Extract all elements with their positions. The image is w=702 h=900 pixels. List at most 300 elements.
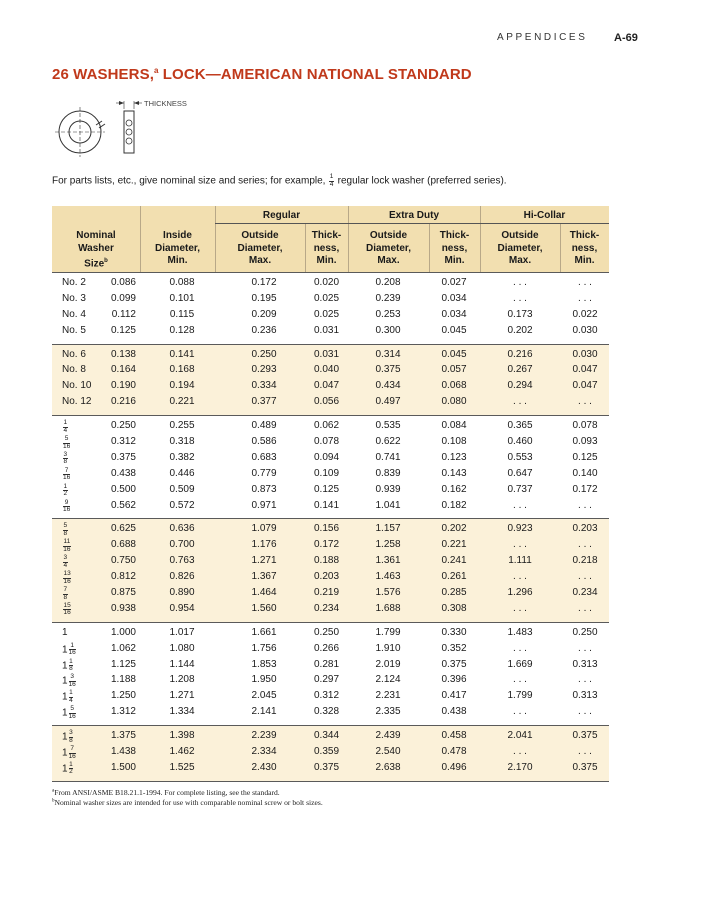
cell-hc-od: 1.111 <box>508 555 532 567</box>
cell-inside: 0.141 <box>169 348 195 360</box>
cell-hc-od: . . . <box>513 706 527 718</box>
size-fraction: $\frac{11}{16}$ <box>63 538 71 553</box>
cell-reg-t: 0.297 <box>313 674 340 686</box>
cell-reg-t: 0.078 <box>313 436 340 448</box>
cell-inside: 1.080 <box>169 642 195 654</box>
cell-ex-od: 0.434 <box>375 380 401 392</box>
cell-ex-t: 0.241 <box>441 555 467 567</box>
cell-ex-od: 0.939 <box>375 483 401 495</box>
cell-reg-t: 0.141 <box>313 499 340 511</box>
nominal-size <box>62 500 106 514</box>
table-row <box>52 705 609 721</box>
cell-ex-od: 1.463 <box>375 571 401 583</box>
cell-reg-t: 0.172 <box>313 539 340 551</box>
caption-fraction: $\frac{1}{4}$ <box>329 173 334 188</box>
cell-hc-t: 0.203 <box>572 523 598 535</box>
cell-hc-od: 0.173 <box>507 308 533 320</box>
cell-hc-t: 0.250 <box>572 626 598 638</box>
cell-ex-od: 0.300 <box>375 324 401 336</box>
cell-ex-od: 2.540 <box>375 746 401 758</box>
table-row <box>52 761 609 777</box>
cell-ex-od: 1.576 <box>375 587 401 599</box>
cell-ex-od: 1.041 <box>375 499 401 511</box>
cell-inside: 0.221 <box>169 396 195 408</box>
cell-ex-od: 0.741 <box>375 451 401 463</box>
cell-hc-od: 0.923 <box>507 523 533 535</box>
cell-ex-t: 0.478 <box>441 746 467 758</box>
size-fraction: $\frac{7}{16}$ <box>68 745 76 760</box>
cell-hc-t: . . . <box>578 499 592 511</box>
cell-hc-od: 0.553 <box>507 451 533 463</box>
size-fraction: $\frac{3}{16}$ <box>68 673 76 688</box>
cell-hc-t: 0.022 <box>572 308 598 320</box>
nominal-size: No. 8 <box>62 364 86 376</box>
cell-ex-t: 0.080 <box>441 396 467 408</box>
nominal-size: No. 3 <box>62 292 86 304</box>
nominal-decimal: 0.938 <box>110 602 136 614</box>
cell-ex-t: 0.182 <box>441 499 467 511</box>
cell-hc-od: . . . <box>513 499 527 511</box>
cell-ex-od: 1.910 <box>375 642 401 654</box>
cell-reg-t: 0.031 <box>313 348 340 360</box>
cell-reg-od: 1.079 <box>251 523 277 535</box>
cell-hc-t: . . . <box>578 642 592 654</box>
nominal-decimal: 0.625 <box>110 523 136 535</box>
cell-reg-t: 0.250 <box>313 626 340 638</box>
row-group <box>52 725 609 781</box>
footnote: $^a$From ANSI/ASME B18.21.1-1994. For complete listing, see the standard. <box>52 787 280 797</box>
cell-ex-t: 0.045 <box>441 324 467 336</box>
cell-reg-od: 1.853 <box>251 658 277 670</box>
cell-reg-t: 0.156 <box>313 523 340 535</box>
cell-hc-od: 2.170 <box>507 761 533 773</box>
nominal-size: 1 $\frac{3}{16}$ <box>62 673 76 688</box>
cell-inside: 0.128 <box>169 324 195 336</box>
cell-hc-od: 2.041 <box>507 730 533 742</box>
col-inside-diameter: Inside Diameter, Min. <box>154 230 201 266</box>
cell-reg-od: 2.334 <box>251 746 277 758</box>
cell-reg-od: 0.779 <box>251 467 277 479</box>
cell-hc-od: 0.267 <box>507 364 533 376</box>
cell-hc-t: 0.125 <box>572 451 598 463</box>
cell-ex-t: 0.027 <box>441 277 467 288</box>
cell-reg-od: 1.367 <box>251 571 277 583</box>
size-fraction: $\frac{5}{16}$ <box>63 435 71 450</box>
page-header <box>0 32 702 46</box>
cell-hc-t: 0.313 <box>572 690 598 702</box>
cell-ex-t: 0.057 <box>441 364 467 376</box>
size-fraction: $\frac{1}{2}$ <box>63 482 68 498</box>
nominal-size: 1 <box>62 626 68 638</box>
nominal-decimal: 1.500 <box>110 761 136 773</box>
table-row <box>52 522 609 538</box>
cell-hc-od: . . . <box>513 602 527 614</box>
cell-hc-t: . . . <box>578 396 592 408</box>
cell-reg-t: 0.125 <box>313 483 340 495</box>
cell-hc-od: 0.737 <box>507 483 533 495</box>
table-row <box>52 642 609 658</box>
nominal-size <box>62 555 106 569</box>
cell-ex-od: 0.535 <box>375 420 401 432</box>
size-fraction: $\frac{3}{8}$ <box>69 729 73 744</box>
cell-inside: 0.954 <box>169 602 195 614</box>
cell-hc-t: . . . <box>578 277 592 288</box>
cell-ex-t: 0.375 <box>441 658 467 670</box>
cell-inside: 0.115 <box>169 308 195 320</box>
thickness-label: THICKNESS <box>144 99 187 108</box>
cell-reg-od: 0.377 <box>251 396 277 408</box>
cell-reg-od: 2.141 <box>251 706 277 718</box>
nominal-size: 1 $\frac{1}{4}$ <box>62 689 73 704</box>
cell-reg-t: 0.047 <box>313 380 340 392</box>
cell-ex-od: 0.239 <box>375 292 401 304</box>
cell-hc-od: . . . <box>513 396 527 408</box>
nominal-decimal: 0.250 <box>110 420 136 432</box>
cell-reg-od: 0.293 <box>251 364 277 376</box>
table-row <box>52 689 609 705</box>
table-body <box>52 272 609 781</box>
nominal-decimal: 1.125 <box>110 658 136 670</box>
cell-ex-od: 1.799 <box>375 626 401 638</box>
cell-hc-t: 0.140 <box>572 467 598 479</box>
nominal-size: 1 $\frac{3}{8}$ <box>62 729 73 744</box>
nominal-size <box>62 436 106 450</box>
cell-reg-t: 0.328 <box>313 706 340 718</box>
cell-inside: 0.088 <box>169 277 195 288</box>
size-fraction: $\frac{15}{16}$ <box>63 601 71 617</box>
cell-hc-t: . . . <box>578 602 592 614</box>
cell-reg-od: 0.334 <box>251 380 277 392</box>
cell-ex-t: 0.034 <box>441 308 467 320</box>
cell-reg-t: 0.312 <box>313 690 340 702</box>
cell-reg-od: 0.195 <box>251 292 277 304</box>
size-fraction: $\frac{1}{4}$ <box>63 419 68 434</box>
nominal-size: No. 12 <box>62 396 92 408</box>
cell-hc-t: 0.313 <box>572 658 598 670</box>
cell-reg-od: 0.172 <box>251 277 277 288</box>
table-row <box>52 673 609 689</box>
cell-ex-od: 0.253 <box>375 308 401 320</box>
cell-ex-t: 0.123 <box>441 451 467 463</box>
table-header <box>52 206 609 272</box>
table-row <box>52 554 609 570</box>
cell-reg-t: 0.375 <box>313 761 340 773</box>
cell-ex-t: 0.330 <box>441 626 467 638</box>
cell-reg-t: 0.062 <box>313 420 340 432</box>
col-extra-thickness: Thick- ness, Min. <box>439 230 470 266</box>
nominal-size: No. 6 <box>62 348 86 360</box>
washer-table <box>52 206 609 782</box>
nominal-decimal: 0.112 <box>111 308 136 320</box>
cell-inside: 0.763 <box>169 555 195 567</box>
cell-hc-od: 0.365 <box>507 420 533 432</box>
size-fraction: $\frac{7}{8}$ <box>63 586 68 601</box>
cell-ex-od: 0.622 <box>375 436 401 448</box>
nominal-decimal: 0.438 <box>110 467 136 479</box>
row-group <box>52 518 609 621</box>
cell-hc-t: . . . <box>578 674 592 686</box>
nominal-decimal: 0.312 <box>110 436 136 448</box>
row-group <box>52 415 609 518</box>
cell-inside: 0.382 <box>169 451 195 463</box>
cell-inside: 0.890 <box>169 587 195 599</box>
table-row <box>52 292 609 308</box>
nominal-size <box>62 523 106 537</box>
cell-hc-t: . . . <box>578 706 592 718</box>
nominal-decimal: 0.099 <box>110 292 136 304</box>
cell-inside: 0.636 <box>169 523 195 535</box>
nominal-size <box>62 420 106 434</box>
cell-inside: 1.271 <box>169 690 195 702</box>
nominal-decimal: 1.375 <box>110 730 136 742</box>
cell-inside: 0.446 <box>169 467 195 479</box>
cell-hc-t: . . . <box>578 571 592 583</box>
cell-reg-t: 0.234 <box>313 602 340 614</box>
table-row <box>52 483 609 499</box>
cell-reg-t: 0.219 <box>313 587 340 599</box>
table-row <box>52 586 609 602</box>
cell-ex-t: 0.202 <box>441 523 467 535</box>
col-extra-od: Outside Diameter, Max. <box>365 230 412 266</box>
cell-reg-od: 0.683 <box>251 451 277 463</box>
cell-ex-od: 0.497 <box>375 396 401 408</box>
running-head: APPENDICES <box>497 32 588 43</box>
nominal-size: 1 $\frac{1}{16}$ <box>62 641 76 657</box>
cell-reg-od: 1.271 <box>251 555 277 567</box>
nominal-size: No. 4 <box>62 308 86 320</box>
cell-reg-od: 1.560 <box>251 602 277 614</box>
cell-hc-od: . . . <box>513 674 527 686</box>
cell-reg-t: 0.359 <box>313 746 340 758</box>
cell-ex-od: 2.124 <box>375 674 401 686</box>
table-row <box>52 324 609 340</box>
cell-ex-od: 1.157 <box>375 523 401 535</box>
group-regular: Regular <box>262 210 301 221</box>
cell-inside: 0.194 <box>169 380 195 392</box>
cell-hc-od: 1.799 <box>507 690 533 702</box>
cell-hc-od: 0.460 <box>507 436 533 448</box>
table-row <box>52 363 609 379</box>
nominal-decimal: 1.250 <box>110 690 136 702</box>
footnote-mark-a: a <box>153 66 159 75</box>
cell-reg-od: 0.586 <box>251 436 277 448</box>
cell-ex-t: 0.285 <box>441 587 467 599</box>
cell-reg-t: 0.020 <box>313 277 340 288</box>
row-group <box>52 272 609 344</box>
cell-reg-t: 0.040 <box>313 364 340 376</box>
nominal-size: No. 5 <box>62 324 86 336</box>
nominal-size <box>62 468 106 482</box>
cell-reg-t: 0.094 <box>313 451 340 463</box>
cell-hc-od: 1.669 <box>507 658 533 670</box>
cell-hc-t: 0.030 <box>572 324 598 336</box>
cell-hc-t: 0.030 <box>572 348 598 360</box>
nominal-decimal: 0.216 <box>110 396 136 408</box>
cell-ex-t: 0.417 <box>441 690 467 702</box>
size-fraction: $\frac{7}{16}$ <box>63 466 71 482</box>
cell-reg-od: 0.873 <box>251 483 277 495</box>
cell-ex-od: 0.375 <box>375 364 401 376</box>
table-row <box>52 658 609 674</box>
cell-ex-t: 0.352 <box>441 642 467 654</box>
cell-reg-t: 0.281 <box>313 658 340 670</box>
nominal-decimal: 1.000 <box>110 626 136 638</box>
cell-reg-t: 0.025 <box>313 308 340 320</box>
cell-hc-od: 1.296 <box>507 587 533 599</box>
cell-ex-t: 0.458 <box>441 730 467 742</box>
col-hicollar-od: Outside Diameter, Max. <box>497 230 543 266</box>
nominal-decimal: 0.164 <box>110 364 136 376</box>
cell-reg-od: 0.209 <box>251 308 277 320</box>
cell-reg-t: 0.266 <box>313 642 340 654</box>
cell-reg-od: 1.661 <box>251 626 277 638</box>
cell-ex-od: 0.839 <box>375 467 401 479</box>
row-group <box>52 344 609 416</box>
cell-inside: 0.700 <box>169 539 195 551</box>
cell-hc-t: 0.047 <box>572 364 598 376</box>
nominal-size: No. 2 <box>62 277 86 288</box>
cell-inside: 1.525 <box>169 761 195 773</box>
nominal-decimal: 0.086 <box>110 277 136 288</box>
cell-hc-t: 0.047 <box>572 380 598 392</box>
cell-inside: 0.509 <box>169 483 195 495</box>
cell-hc-t: . . . <box>578 539 592 551</box>
cell-reg-t: 0.109 <box>313 467 340 479</box>
nominal-size: 1 $\frac{5}{16}$ <box>62 705 76 720</box>
cell-hc-od: 0.202 <box>507 324 533 336</box>
nominal-decimal: 1.438 <box>110 746 136 758</box>
page-number: A-69 <box>614 32 638 44</box>
table-row <box>52 276 609 292</box>
group-extra-duty: Extra Duty <box>388 210 439 221</box>
cell-inside: 0.826 <box>169 571 195 583</box>
cell-inside: 1.208 <box>169 674 195 686</box>
cell-ex-t: 0.084 <box>441 420 467 432</box>
cell-hc-t: 0.218 <box>572 555 598 567</box>
cell-ex-od: 1.688 <box>375 602 401 614</box>
cell-reg-od: 2.239 <box>251 730 277 742</box>
table-row <box>52 467 609 483</box>
nominal-decimal: 0.812 <box>110 571 136 583</box>
nominal-size <box>62 539 106 553</box>
nominal-decimal: 0.500 <box>110 483 136 495</box>
nominal-decimal: 0.750 <box>110 555 136 567</box>
col-regular-od: Outside Diameter, Max. <box>237 230 283 266</box>
cell-hc-od: 1.483 <box>507 626 533 638</box>
cell-ex-od: 0.314 <box>375 348 401 360</box>
cell-reg-od: 1.464 <box>251 587 277 599</box>
table-row <box>52 570 609 586</box>
cell-hc-od: . . . <box>513 746 527 758</box>
table-row <box>52 499 609 515</box>
cell-ex-t: 0.034 <box>441 292 467 304</box>
cell-ex-od: 2.439 <box>375 730 401 742</box>
table-row <box>52 745 609 761</box>
cell-ex-od: 1.258 <box>375 539 401 551</box>
cell-inside: 0.318 <box>169 436 195 448</box>
size-fraction: $\frac{3}{8}$ <box>63 450 68 466</box>
table-row <box>52 451 609 467</box>
cell-hc-t: . . . <box>578 746 592 758</box>
cell-hc-od: 0.647 <box>507 467 533 479</box>
table-row <box>52 435 609 451</box>
cell-ex-t: 0.045 <box>441 348 467 360</box>
cell-ex-t: 0.068 <box>441 380 467 392</box>
lock-washer-figure <box>52 96 212 166</box>
cell-hc-od: . . . <box>513 292 527 304</box>
cell-hc-od: 0.216 <box>507 348 533 360</box>
size-fraction: $\frac{5}{16}$ <box>68 705 76 720</box>
nominal-decimal: 0.190 <box>110 380 136 392</box>
cell-hc-t: 0.234 <box>572 587 598 599</box>
cell-reg-t: 0.344 <box>313 730 340 742</box>
nominal-size <box>62 452 106 466</box>
size-fraction: $\frac{1}{8}$ <box>69 657 73 673</box>
cell-hc-t: 0.375 <box>572 761 598 773</box>
nominal-size <box>62 571 106 585</box>
table-row <box>52 395 609 411</box>
cell-ex-od: 0.208 <box>375 277 401 288</box>
cell-reg-od: 1.950 <box>251 674 277 686</box>
size-fraction: $\frac{5}{8}$ <box>63 522 68 537</box>
table-row <box>52 419 609 435</box>
cell-hc-od: . . . <box>513 539 527 551</box>
cell-ex-t: 0.261 <box>441 571 467 583</box>
cell-ex-od: 2.019 <box>375 658 401 670</box>
table-row <box>52 348 609 364</box>
cell-inside: 0.168 <box>169 364 195 376</box>
cell-reg-t: 0.056 <box>313 396 340 408</box>
page-title: 26 WASHERS,$^a$ LOCK—AMERICAN NATIONAL STANDARD <box>52 66 472 83</box>
lock-washer-drawing <box>52 96 212 166</box>
cell-reg-od: 1.756 <box>251 642 277 654</box>
cell-ex-t: 0.143 <box>441 467 467 479</box>
cell-reg-t: 0.025 <box>313 292 340 304</box>
nominal-size <box>62 603 106 617</box>
nominal-size: 1 $\frac{1}{8}$ <box>62 657 73 673</box>
size-fraction: $\frac{1}{4}$ <box>69 689 73 704</box>
cell-hc-od: 0.294 <box>507 380 533 392</box>
cell-hc-t: 0.078 <box>572 420 598 432</box>
nominal-decimal: 1.312 <box>110 706 136 718</box>
nominal-size: 1 $\frac{1}{2}$ <box>62 760 73 776</box>
cell-inside: 1.017 <box>169 626 195 638</box>
cell-reg-od: 0.236 <box>251 324 277 336</box>
cell-reg-od: 0.489 <box>251 420 277 432</box>
cell-reg-t: 0.188 <box>313 555 340 567</box>
table-row <box>52 626 609 642</box>
cell-reg-t: 0.203 <box>313 571 340 583</box>
nominal-size: 1 $\frac{7}{16}$ <box>62 745 76 760</box>
nominal-size <box>62 484 106 498</box>
cell-reg-od: 2.045 <box>251 690 277 702</box>
table-row <box>52 538 609 554</box>
cell-hc-od: . . . <box>513 277 527 288</box>
cell-inside: 1.334 <box>169 706 195 718</box>
cell-hc-t: 0.375 <box>572 730 598 742</box>
cell-ex-t: 0.162 <box>441 483 467 495</box>
row-group <box>52 622 609 725</box>
size-fraction: $\frac{1}{16}$ <box>68 641 76 657</box>
nominal-size <box>62 587 106 601</box>
col-regular-thickness: Thick- ness, Min. <box>311 230 342 266</box>
caption: For parts lists, etc., give nominal size and series; for example, $\frac{1}{4}$ regular lock washer (preferred series). <box>52 173 507 188</box>
size-fraction: $\frac{13}{16}$ <box>63 570 71 585</box>
size-fraction: $\frac{9}{16}$ <box>63 498 71 514</box>
cell-reg-od: 1.176 <box>251 539 277 551</box>
cell-ex-t: 0.108 <box>441 436 467 448</box>
table-row <box>52 308 609 324</box>
